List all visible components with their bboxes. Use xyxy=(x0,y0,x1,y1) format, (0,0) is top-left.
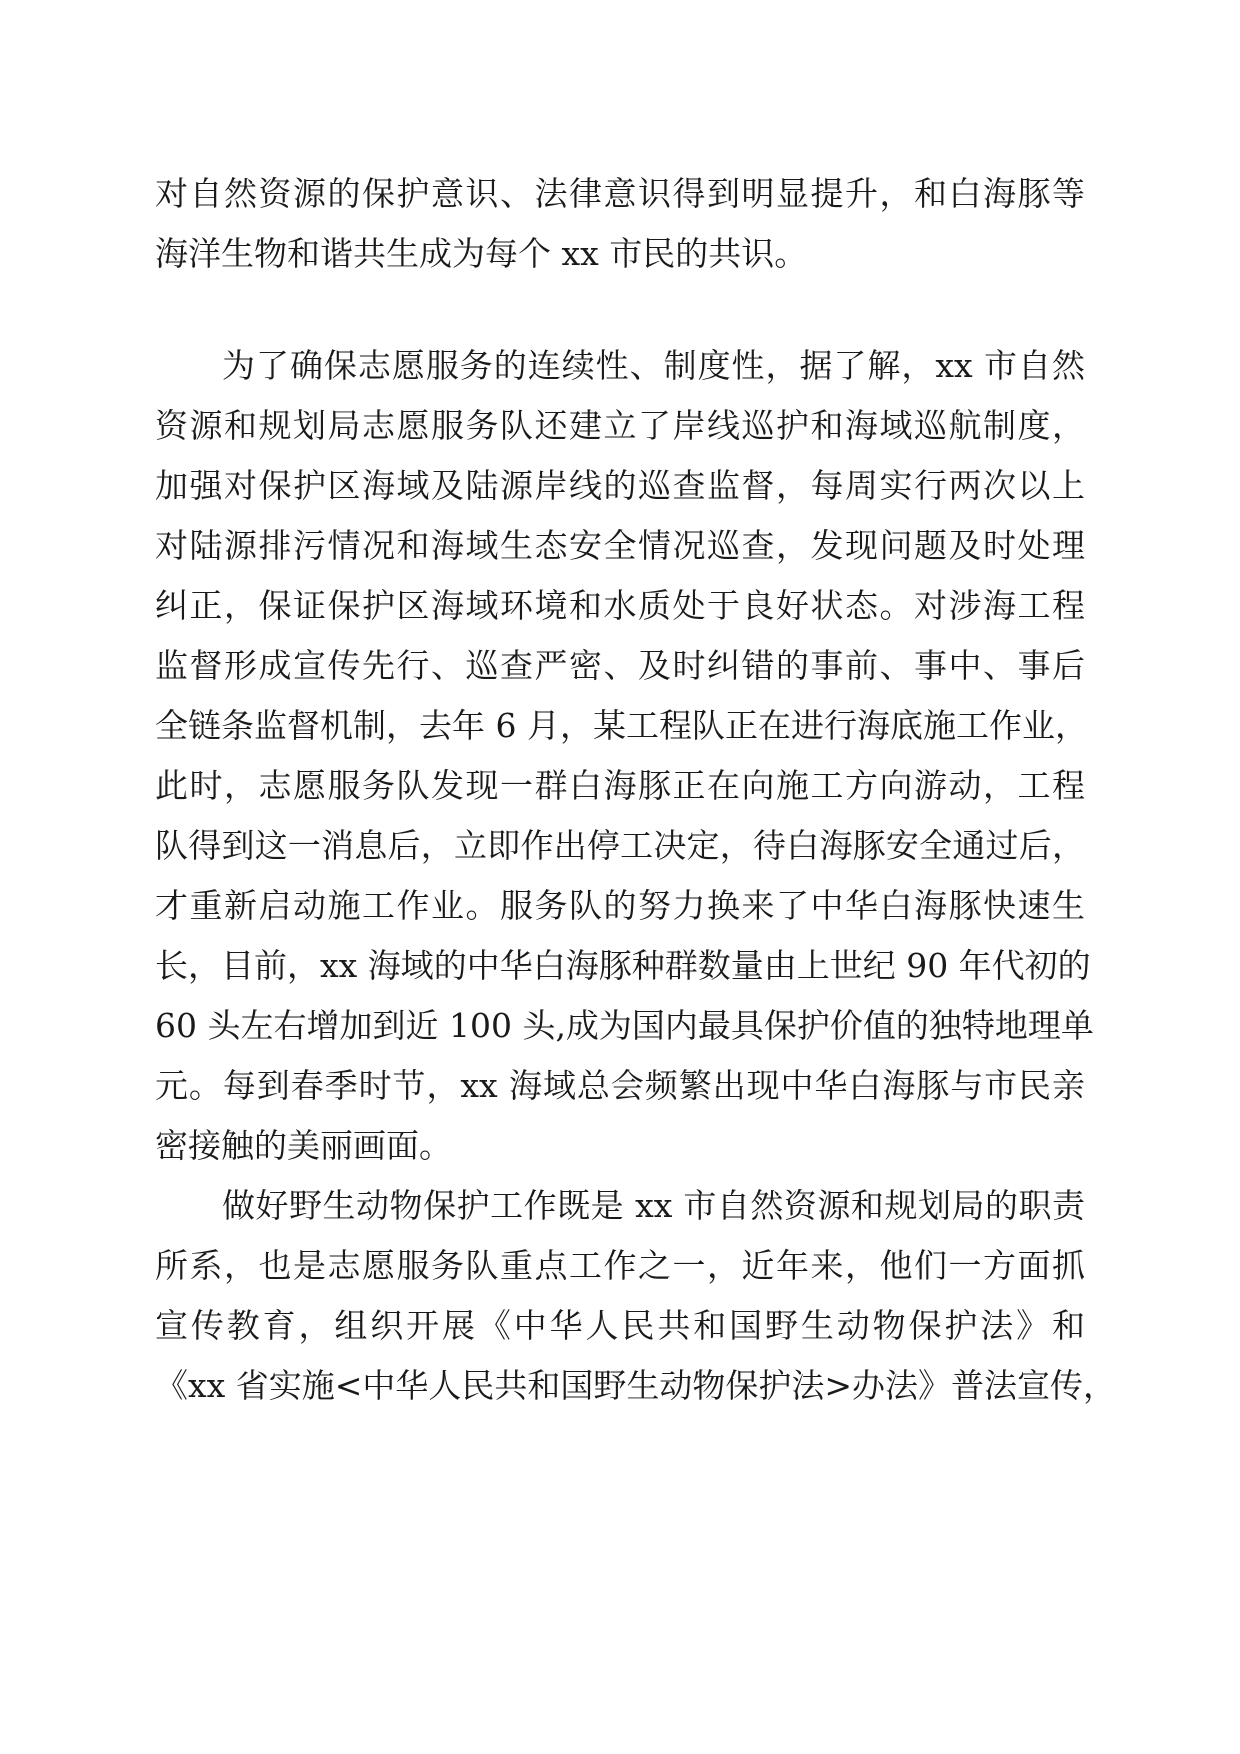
text-line: 监督形成宣传先行、巡查严密、及时纠错的事前、事中、事后 xyxy=(155,646,1085,685)
text-line: 此时，志愿服务队发现一群白海豚正在向施工方向游动，工程 xyxy=(155,766,1085,805)
paragraph-first-line: 做好野生动物保护工作既是 xx 市自然资源和规划局的职责 xyxy=(222,1186,1085,1225)
text-line: 对自然资源的保护意识、法律意识得到明显提升，和白海豚等 xyxy=(155,174,1085,213)
text-line: 纠正，保证保护区海域环境和水质处于良好状态。对涉海工程 xyxy=(155,586,1085,625)
text-line: 队得到这一消息后，立即作出停工决定，待白海豚安全通过后， xyxy=(155,826,1085,865)
text-line: 全链条监督机制，去年 6 月，某工程队正在进行海底施工作业， xyxy=(155,706,1088,745)
text-line: 宣传教育，组织开展《中华人民共和国野生动物保护法》和 xyxy=(155,1306,1085,1345)
text-line: 密接触的美丽画面。 xyxy=(155,1126,452,1165)
text-line: 元。每到春季时节，xx 海域总会频繁出现中华白海豚与市民亲 xyxy=(155,1066,1085,1105)
text-line: 所系，也是志愿服务队重点工作之一，近年来，他们一方面抓 xyxy=(155,1246,1085,1285)
text-line: 加强对保护区海域及陆源岸线的巡查监督，每周实行两次以上 xyxy=(155,466,1085,505)
text-line: 60 头左右增加到近 100 头,成为国内最具保护价值的独特地理单 xyxy=(155,1006,1094,1045)
text-line: 对陆源排污情况和海域生态安全情况巡查，发现问题及时处理 xyxy=(155,526,1085,565)
text-line: 才重新启动施工作业。服务队的努力换来了中华白海豚快速生 xyxy=(155,886,1085,925)
paragraph-first-line: 为了确保志愿服务的连续性、制度性，据了解，xx 市自然 xyxy=(222,346,1085,385)
text-line: 《xx 省实施<中华人民共和国野生动物保护法>办法》普法宣传， xyxy=(155,1366,1117,1405)
text-line: 资源和规划局志愿服务队还建立了岸线巡护和海域巡航制度， xyxy=(155,406,1085,445)
text-line: 长，目前，xx 海域的中华白海豚种群数量由上世纪 90 年代初的 xyxy=(155,946,1091,985)
text-line: 海洋生物和谐共生成为每个 xx 市民的共识。 xyxy=(155,234,808,273)
